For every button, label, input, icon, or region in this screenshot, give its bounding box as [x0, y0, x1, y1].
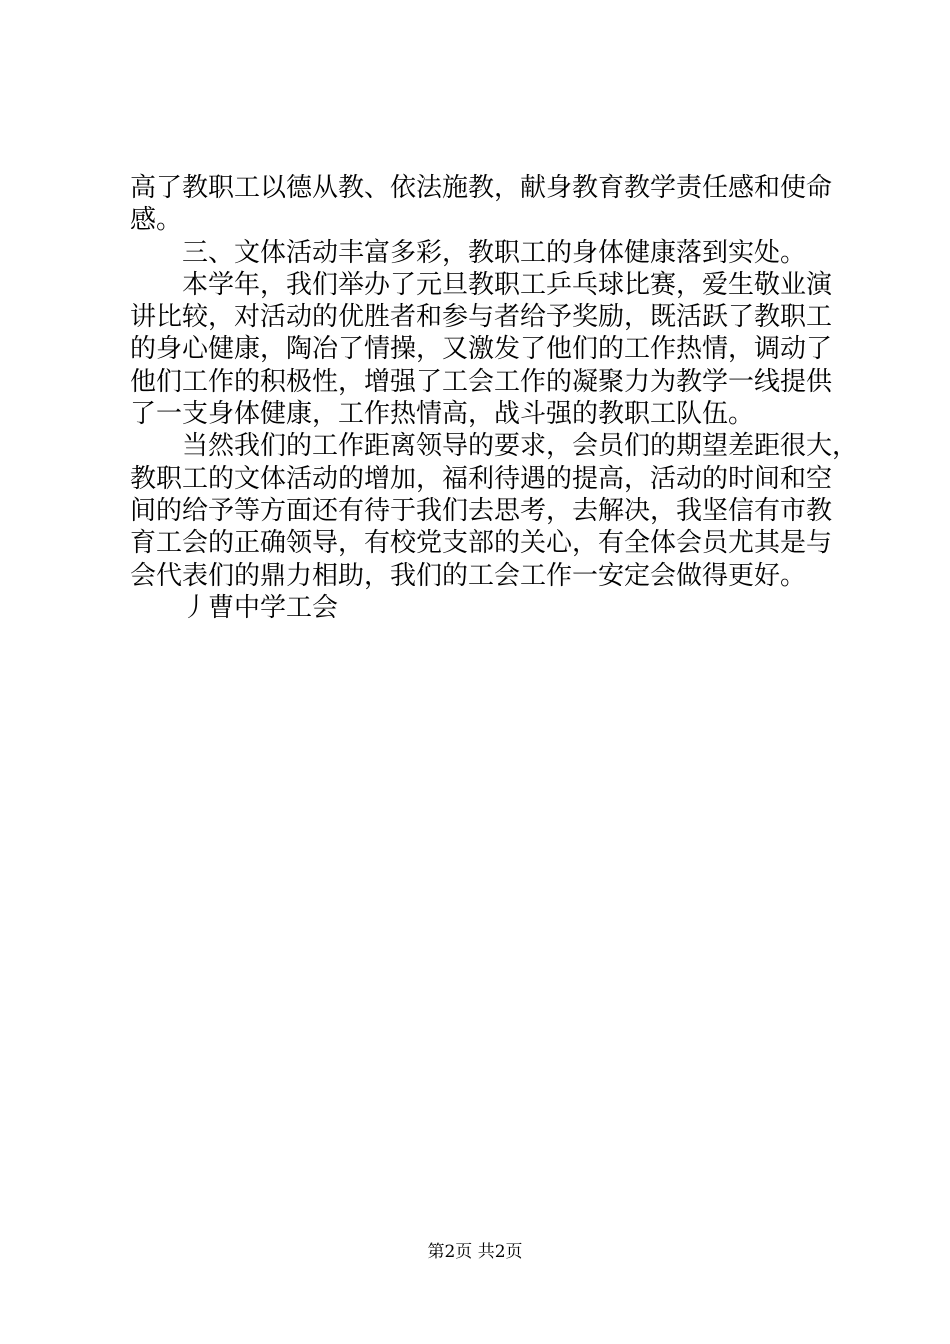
text-line: 当然我们的工作距离领导的要求，会员们的期望差距很大， — [182, 431, 859, 462]
page-number-footer: 第2页 共2页 — [427, 1242, 523, 1262]
text-line: 教职工的文体活动的增加，福利待遇的提高，活动的时间和空 — [130, 463, 833, 494]
text-line: 本学年，我们举办了元旦教职工乒乓球比赛，爱生敬业演 — [182, 269, 833, 300]
text-line: 间的给予等方面还有待于我们去思考，去解决，我坚信有市教 — [130, 495, 833, 526]
text-line: 的身心健康，陶冶了情操，又激发了他们的工作热情，调动了 — [130, 334, 833, 365]
section-heading: 三、文体活动丰富多彩，教职工的身体健康落到实处。 — [182, 237, 807, 268]
text-line: 他们工作的积极性，增强了工会工作的凝聚力为教学一线提供 — [130, 366, 833, 397]
signature-line: 丿曹中学工会 — [182, 592, 339, 623]
document-body — [130, 172, 859, 624]
text-line: 感。 — [130, 205, 183, 236]
text-line: 高了教职工以德从教、依法施教，献身教育教学责任感和使命 — [130, 173, 833, 203]
text-line: 会代表们的鼎力相助，我们的工会工作一安定会做得更好。 — [130, 560, 807, 591]
text-line: 了一支身体健康，工作热情高，战斗强的教职工队伍。 — [130, 399, 755, 430]
text-line: 讲比较，对活动的优胜者和参与者给予奖励，既活跃了教职工 — [130, 302, 833, 333]
text-line: 育工会的正确领导，有校党支部的关心，有全体会员尤其是与 — [130, 528, 833, 559]
